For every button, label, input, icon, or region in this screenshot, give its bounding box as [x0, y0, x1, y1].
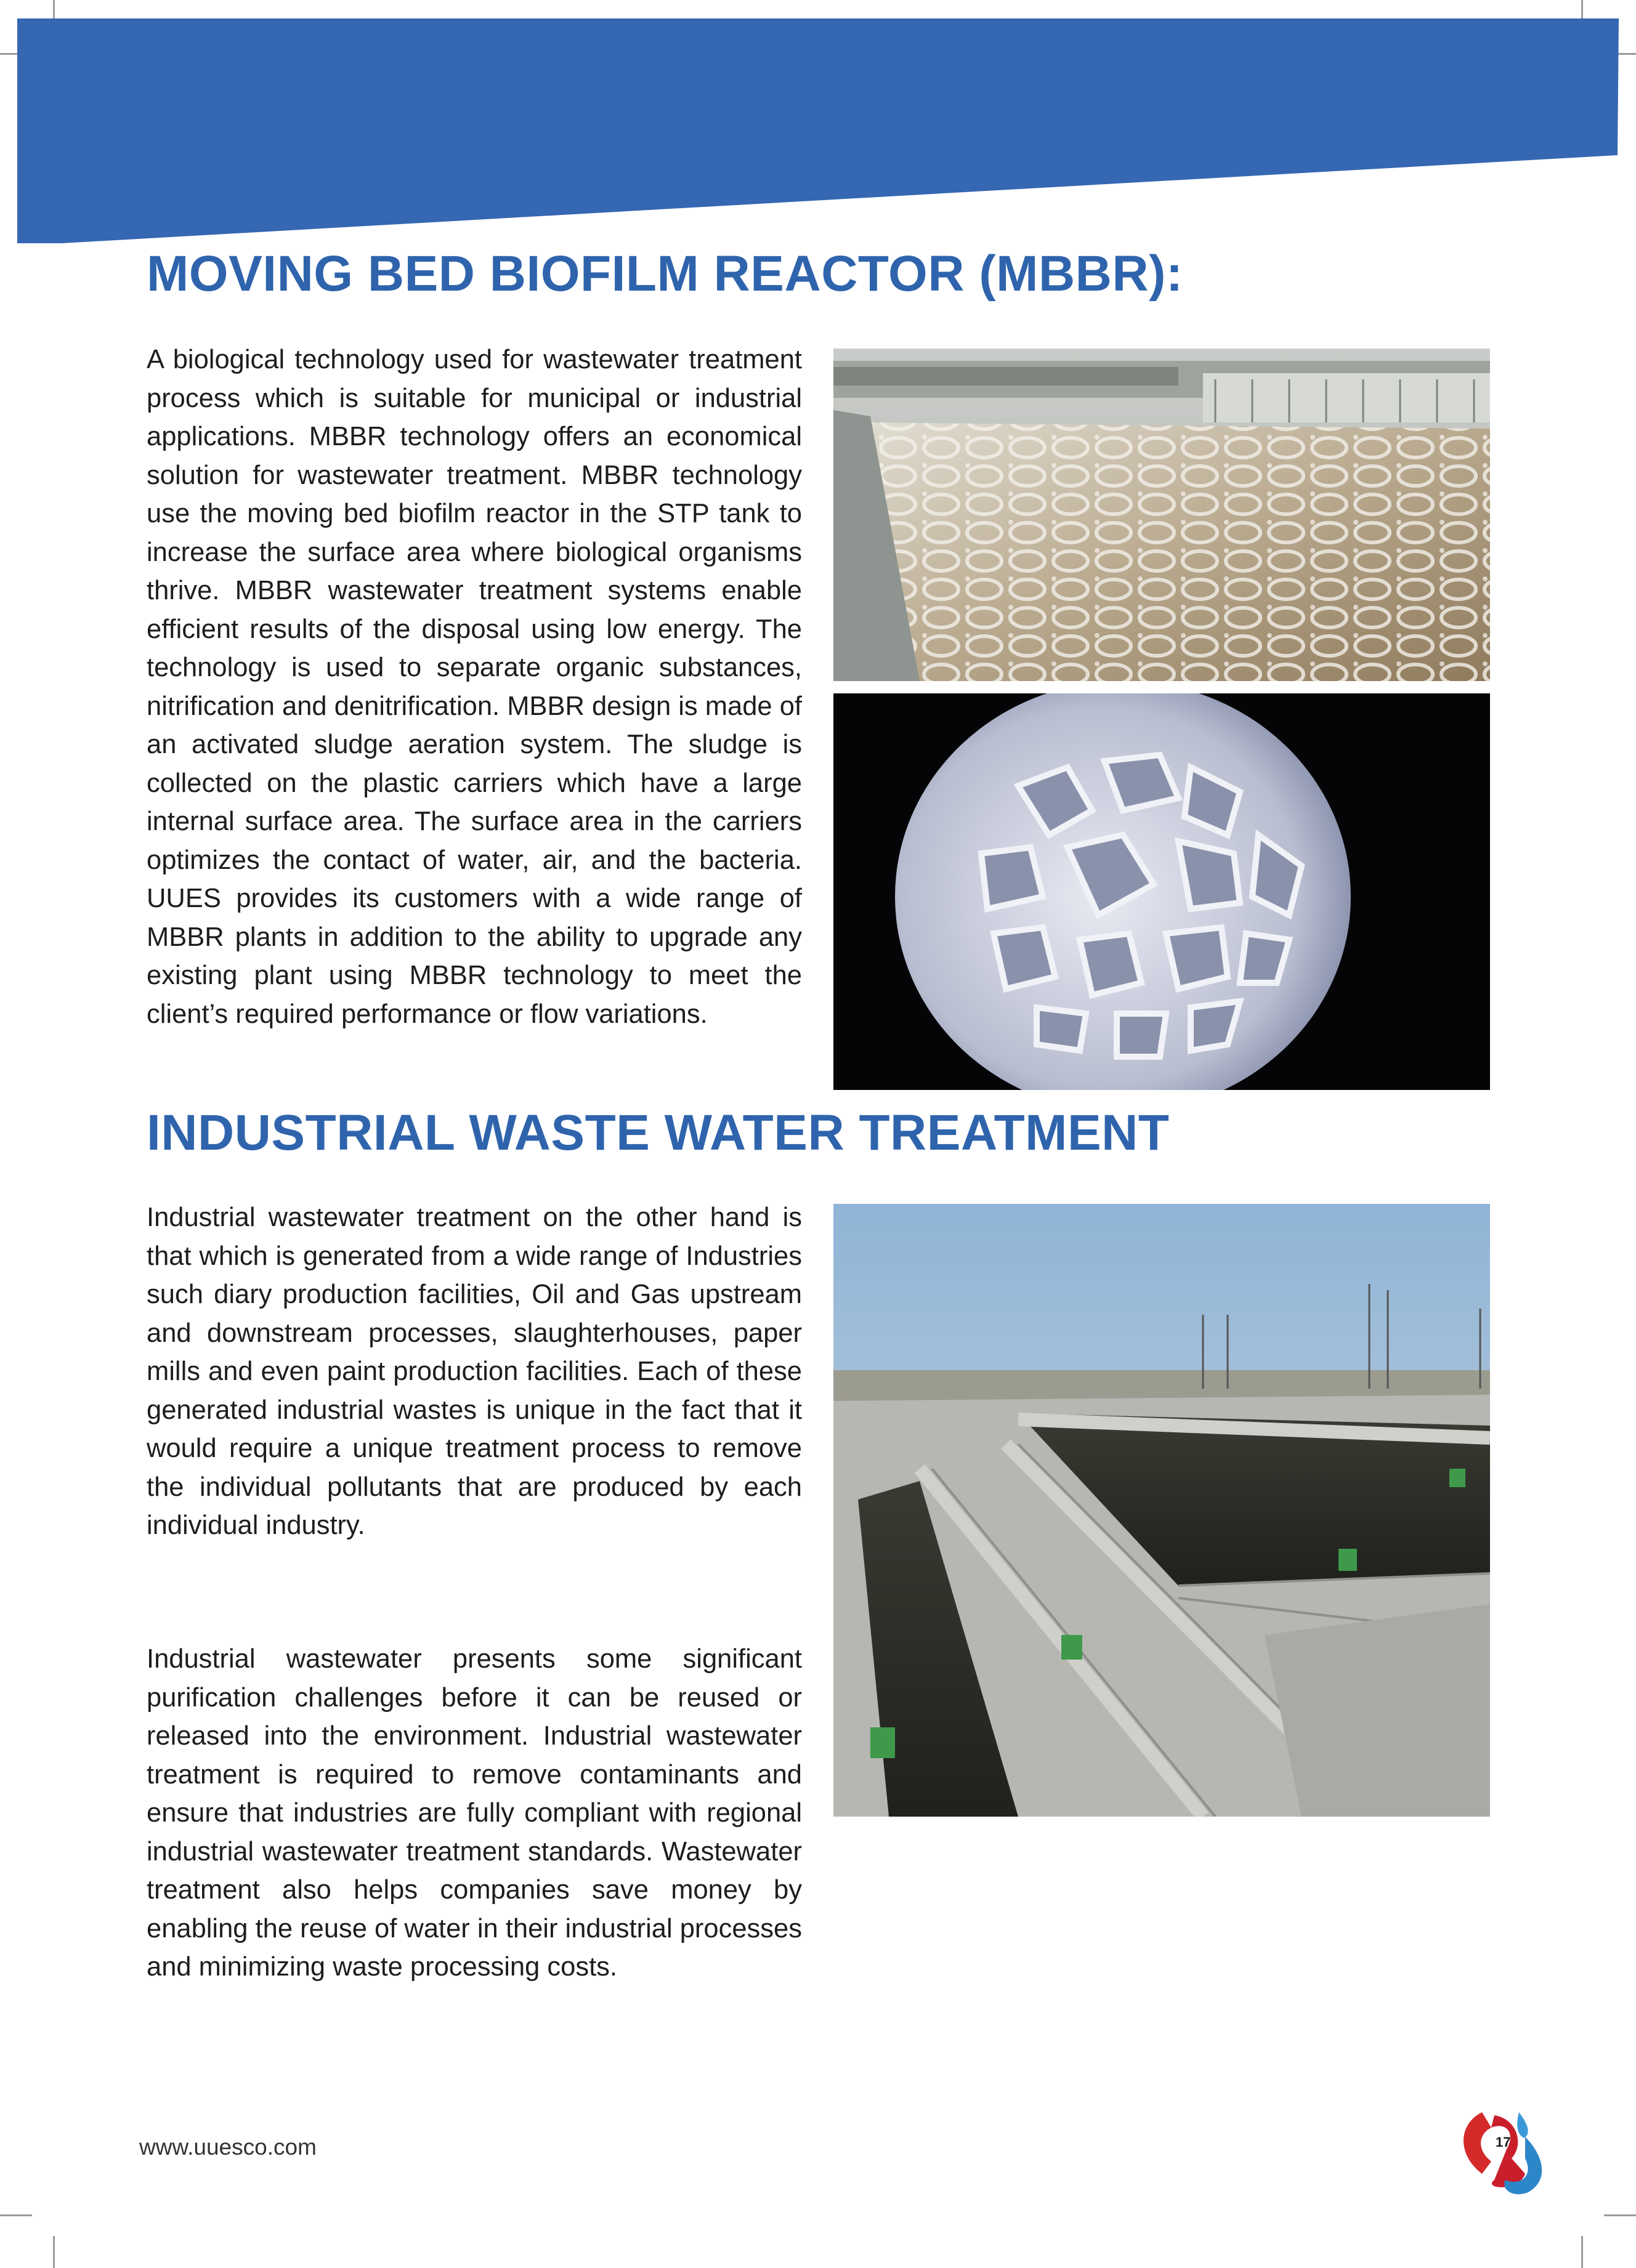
- mbbr-media-carrier-photo: [833, 693, 1490, 1090]
- crop-mark: [1604, 2214, 1636, 2216]
- industrial-paragraph-2: Industrial wastewater presents some significant purification challenges before it can be reused or released into the environment. Industrial wastewater treatment is required to remove contaminants and ensure that industries are fully compliant with regional industrial wastewater treatment standards. Wastewater treatment also helps companies save money by enabling the reuse of water in their industrial processes and minimizing waste processing costs.: [147, 1644, 802, 1982]
- page-number: 17: [1496, 2134, 1511, 2150]
- mbbr-aeration-tank-photo: [833, 349, 1490, 681]
- industrial-treatment-plant-photo: [833, 1204, 1490, 1817]
- crop-mark: [53, 2236, 55, 2268]
- mbbr-paragraph: A biological technology used for wastewater treatment process which is suitable for municipal or industrial applications. MBBR technology offers an economical solution for wastewater treatment. MBBR technology use the moving bed biofilm reactor in the STP tank to increase the surface area where biological organisms thrive. MBBR wastewater treatment systems enable efficient results of the disposal using low energy. The technology is used to separate organic substances, nitrification and denitrification. MBBR design is made of an activated sludge aeration system. The sludge is collected on the plastic carriers which have a large internal surface area. The surface area in the carriers optimizes the contact of water, air, and the bacteria. UUES provides its customers with a wide range of MBBR plants in addition to the ability to upgrade any existing plant using MBBR technology to meet the client’s required performance or flow variations.: [147, 345, 802, 1029]
- footer-website-url[interactable]: www.uuesco.com: [139, 2134, 317, 2160]
- crop-mark: [0, 2214, 32, 2216]
- industrial-title: INDUSTRIAL WASTE WATER TREATMENT: [147, 1105, 1170, 1161]
- header-banner: [0, 0, 1636, 246]
- crop-mark: [1581, 2236, 1583, 2268]
- mbbr-title: MOVING BED BIOFILM REACTOR (MBBR):: [147, 246, 1183, 302]
- industrial-paragraph-1: Industrial wastewater treatment on the other hand is that which is generated from a wide range of Industries such diary production facilities, Oil and Gas upstream and downstream processes, slaughterhouses, paper mills and even paint production facilities. Each of these generated industrial wastes is unique in the fact that it would require a unique treatment process to remove the individual pollutants that are produced by each individual industry.: [147, 1203, 802, 1540]
